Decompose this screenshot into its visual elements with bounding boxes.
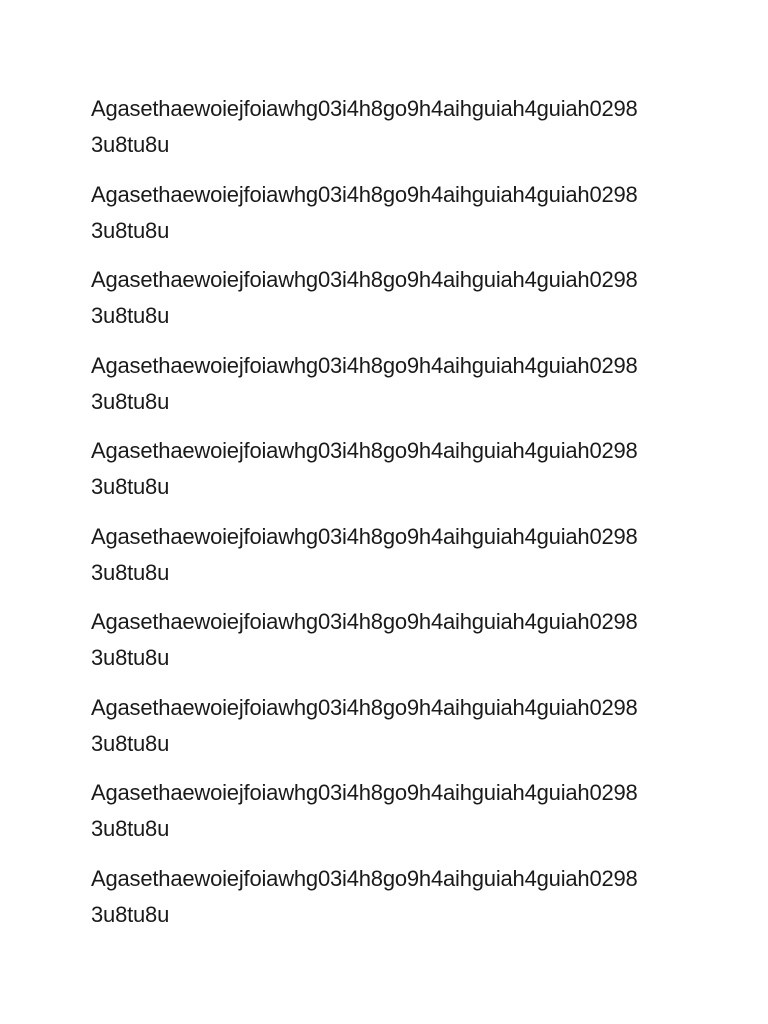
paragraph-line: Agasethaewoiejfoiawhg03i4h8go9h4aihguiah4guiah0298 [91,96,638,121]
paragraph [91,91,691,163]
paragraph [91,861,691,933]
paragraph-line: 3u8tu8u [91,730,170,756]
paragraph-line: 3u8tu8u [91,645,170,670]
paragraph [91,433,691,505]
paragraph-line: 3u8tu8u [91,901,170,927]
paragraph-line: Agasethaewoiejfoiawhg03i4h8go9h4aihguiah4guiah0298 [91,865,638,891]
paragraph-line: 3u8tu8u [91,217,170,243]
paragraph [91,775,691,847]
paragraph-line: Agasethaewoiejfoiawhg03i4h8go9h4aihguiah4guiah0298 [91,438,638,463]
paragraph-line: Agasethaewoiejfoiawhg03i4h8go9h4aihguiah4guiah0298 [91,694,638,720]
paragraph [91,604,691,676]
paragraph-line: 3u8tu8u [91,474,170,499]
paragraph-line: Agasethaewoiejfoiawhg03i4h8go9h4aihguiah4guiah0298 [91,609,638,634]
paragraph-line: Agasethaewoiejfoiawhg03i4h8go9h4aihguiah4guiah0298 [91,780,638,805]
paragraph-line: Agasethaewoiejfoiawhg03i4h8go9h4aihguiah4guiah0298 [91,181,638,207]
paragraph [91,348,691,420]
paragraph-line: 3u8tu8u [91,388,170,414]
paragraph-line: 3u8tu8u [91,132,170,157]
paragraph [91,177,691,249]
paragraph-line: Agasethaewoiejfoiawhg03i4h8go9h4aihguiah4guiah0298 [91,352,638,378]
paragraph-line: 3u8tu8u [91,303,170,328]
paragraph-line: Agasethaewoiejfoiawhg03i4h8go9h4aihguiah4guiah0298 [91,523,638,549]
paragraph-line: 3u8tu8u [91,816,170,841]
document-body [91,91,691,946]
paragraph-line: Agasethaewoiejfoiawhg03i4h8go9h4aihguiah4guiah0298 [91,267,638,292]
paragraph [91,690,691,762]
paragraph [91,519,691,591]
paragraph [91,262,691,334]
paragraph-line: 3u8tu8u [91,559,170,585]
